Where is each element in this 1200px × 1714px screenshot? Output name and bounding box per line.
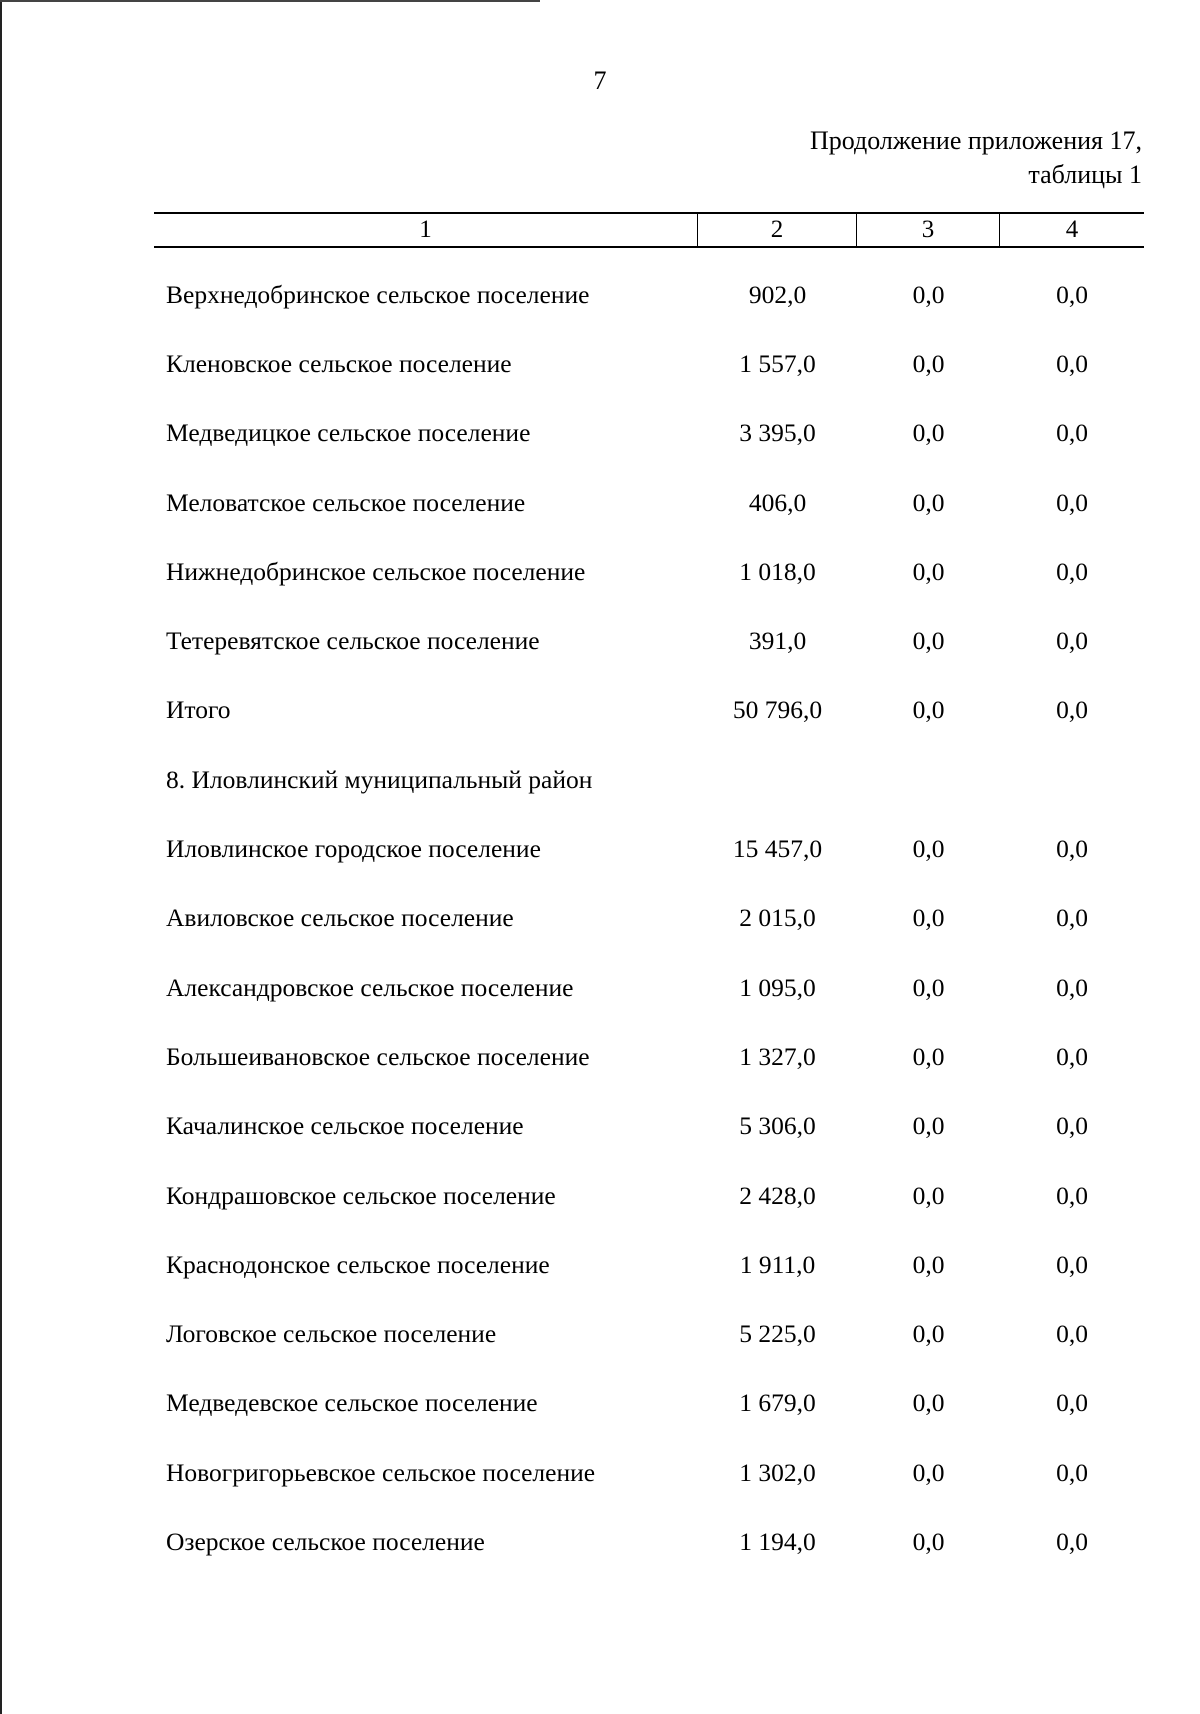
header-cell-2: 2 [698,214,857,246]
value-col-4: 0,0 [1056,1111,1088,1141]
settlement-name: Озерское сельское поселение [166,1526,485,1556]
settlement-name: Кондрашовское сельское поселение [166,1180,556,1210]
table-row [154,1299,1144,1368]
value-col-3: 0,0 [912,1041,945,1071]
scan-edge-left [0,0,2,1714]
value-col-3: 0,0 [912,556,945,586]
settlement-name: 8. Иловлинский муниципальный район [166,764,593,794]
value-col-4: 0,0 [1056,695,1088,725]
value-col-3: 0,0 [912,1457,945,1487]
table-row [154,676,1144,745]
settlement-name: Александровское сельское поселение [166,972,574,1002]
table-row [154,468,1144,537]
settlement-name: Качалинское сельское поселение [166,1111,524,1141]
value-col-4: 0,0 [1056,348,1088,378]
value-col-2: 1 302,0 [739,1457,816,1487]
value-col-3: 0,0 [912,834,945,864]
table-row [154,1092,1144,1161]
header-cell-3: 3 [857,214,1000,246]
table-row [154,537,1144,606]
value-col-4: 0,0 [1056,487,1088,517]
settlement-name: Медведицкое сельское поселение [166,418,531,448]
value-col-2: 1 679,0 [739,1388,816,1418]
settlement-name: Меловатское сельское поселение [166,487,526,517]
value-col-2: 5 306,0 [739,1111,816,1141]
scan-edge-top [0,0,540,2]
value-col-4: 0,0 [1056,1249,1088,1279]
value-col-3: 0,0 [912,626,945,656]
settlement-name: Новогригорьевское сельское поселение [166,1457,596,1487]
settlement-name: Итого [166,695,231,725]
value-col-2: 1 911,0 [739,1249,816,1279]
value-col-2: 2 015,0 [739,903,816,933]
table-row [154,745,1144,814]
value-col-4: 0,0 [1056,903,1088,933]
value-col-2: 5 225,0 [739,1319,816,1349]
value-col-4: 0,0 [1056,279,1088,309]
table-header [154,212,1144,248]
table-row [154,814,1144,883]
value-col-2: 1 095,0 [739,972,816,1002]
page-number: 7 [593,66,607,95]
table-row [154,399,1144,468]
value-col-4: 0,0 [1056,418,1088,448]
caption-line-1: Продолжение приложения 17, [809,126,1142,155]
value-col-2: 1 327,0 [739,1041,816,1071]
value-col-4: 0,0 [1056,834,1088,864]
value-col-3: 0,0 [912,1180,945,1210]
value-col-2: 391,0 [748,626,807,656]
settlement-name: Большеивановское сельское поселение [166,1041,590,1071]
settlement-name: Логовское сельское поселение [166,1319,497,1349]
value-col-4: 0,0 [1056,1457,1088,1487]
table-row [154,1230,1144,1299]
value-col-3: 0,0 [912,972,945,1002]
settlement-name: Краснодонское сельское поселение [166,1249,550,1279]
value-col-3: 0,0 [912,1249,945,1279]
header-cell-1: 1 [154,214,698,246]
value-col-3: 0,0 [912,418,945,448]
table-row [154,1369,1144,1438]
value-col-2: 406,0 [748,487,807,517]
value-col-3: 0,0 [912,348,945,378]
settlement-name: Кленовское сельское поселение [166,348,512,378]
settlement-name: Медведевское сельское поселение [166,1388,538,1418]
value-col-2: 1 557,0 [739,348,816,378]
value-col-2: 50 796,0 [732,695,823,725]
table-caption [810,124,1142,192]
table-row [154,953,1144,1022]
value-col-2: 3 395,0 [739,418,816,448]
value-col-3: 0,0 [912,1111,945,1141]
value-col-3: 0,0 [912,903,945,933]
value-col-4: 0,0 [1056,1041,1088,1071]
value-col-4: 0,0 [1056,1388,1088,1418]
settlement-name: Нижнедобринское сельское поселение [166,556,586,586]
table-row [154,1507,1144,1576]
table-row [154,329,1144,398]
value-col-4: 0,0 [1056,1319,1088,1349]
value-col-4: 0,0 [1056,556,1088,586]
value-col-4: 0,0 [1056,1526,1088,1556]
value-col-3: 0,0 [912,1388,945,1418]
value-col-2: 2 428,0 [739,1180,816,1210]
caption-line-2: таблицы 1 [1028,160,1142,189]
value-col-3: 0,0 [912,279,945,309]
table-row [154,606,1144,675]
value-col-3: 0,0 [912,1319,945,1349]
settlement-name: Верхнедобринское сельское поселение [166,279,590,309]
value-col-4: 0,0 [1056,626,1088,656]
value-col-2: 15 457,0 [732,834,823,864]
table-row [154,260,1144,329]
value-col-2: 902,0 [748,279,807,309]
settlement-name: Тетеревятское сельское поселение [166,626,540,656]
header-cell-4: 4 [1065,216,1079,243]
table-row [154,884,1144,953]
table-body [154,260,1144,1577]
value-col-2: 1 194,0 [739,1526,816,1556]
value-col-4: 0,0 [1056,1180,1088,1210]
table-row [154,1438,1144,1507]
value-col-2: 1 018,0 [739,556,816,586]
table-row [154,1022,1144,1091]
settlement-name: Иловлинское городское поселение [166,834,541,864]
value-col-3: 0,0 [912,487,945,517]
value-col-4: 0,0 [1056,972,1088,1002]
settlement-name: Авиловское сельское поселение [166,903,514,933]
value-col-3: 0,0 [912,695,945,725]
value-col-3: 0,0 [912,1526,945,1556]
table-row [154,1161,1144,1230]
